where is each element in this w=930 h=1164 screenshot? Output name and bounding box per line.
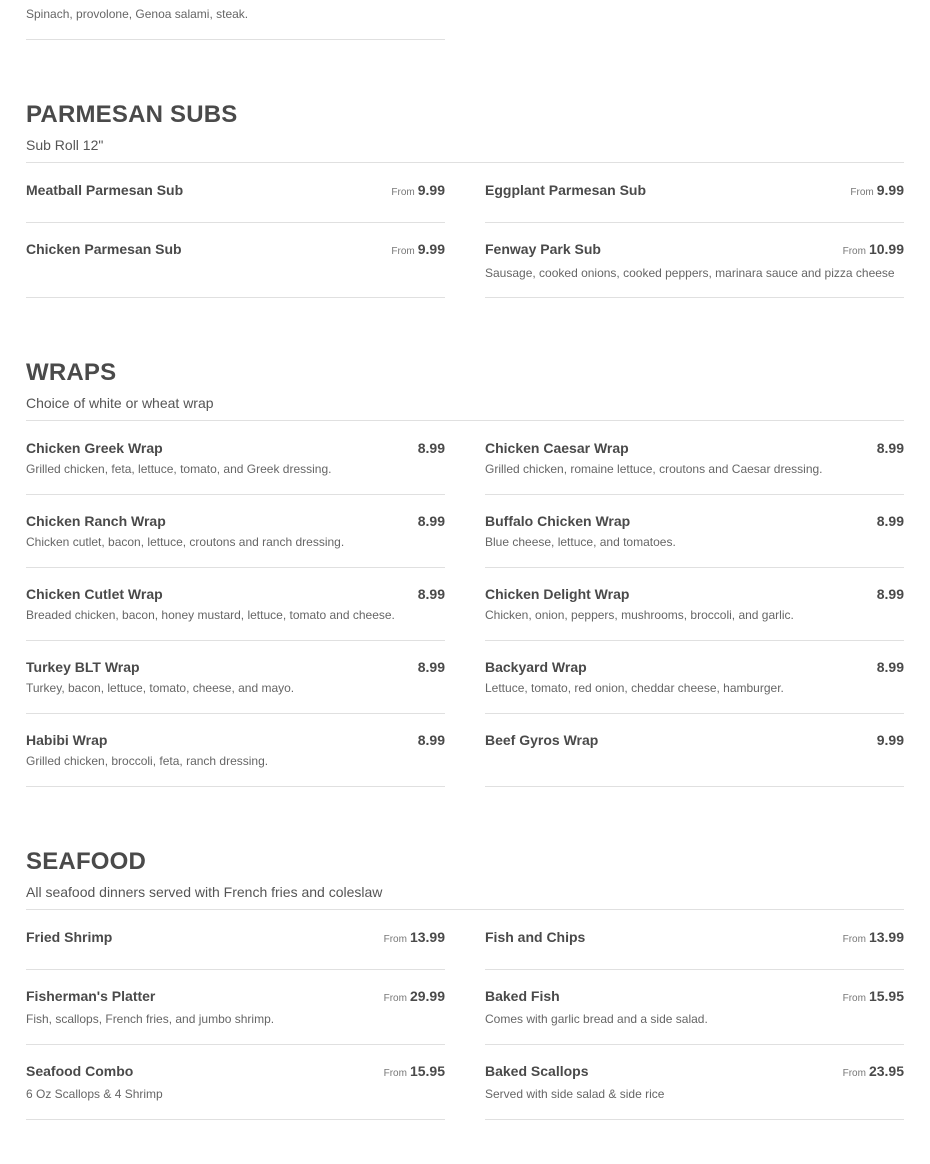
item-name: Fenway Park Sub (485, 241, 601, 257)
item-name: Chicken Parmesan Sub (26, 241, 182, 257)
item-description: Grilled chicken, feta, lettuce, tomato, and Greek dressing. (26, 462, 332, 476)
item-price (391, 182, 445, 198)
menu-item[interactable] (26, 421, 445, 495)
section-title: PARMESAN SUBS (26, 101, 238, 128)
section-parmesan-subs (26, 101, 904, 153)
item-price: 8.99 (876, 659, 904, 675)
section-seafood (26, 848, 904, 900)
price-from-label: From (383, 934, 407, 945)
item-name: Chicken Delight Wrap (485, 586, 630, 602)
menu-item[interactable] (26, 970, 445, 1045)
section-subtitle: Choice of white or wheat wrap (26, 395, 214, 411)
item-description: Sausage, cooked onions, cooked peppers, marinara sauce and pizza cheese (485, 266, 895, 280)
price-value: 13.99 (409, 929, 445, 945)
section-subtitle: Sub Roll 12" (26, 137, 104, 153)
price-from-label: From (383, 993, 407, 1004)
item-price (384, 1063, 445, 1079)
item-name: Habibi Wrap (26, 732, 108, 748)
menu-item-partial[interactable] (26, 0, 445, 40)
item-name: Chicken Caesar Wrap (485, 440, 629, 456)
item-description: Blue cheese, lettuce, and tomatoes. (485, 535, 676, 549)
item-name: Seafood Combo (26, 1063, 134, 1079)
menu-item[interactable] (26, 714, 445, 787)
menu-item[interactable] (485, 1045, 904, 1120)
price-from-label: From (842, 993, 866, 1004)
menu-item[interactable] (485, 714, 904, 787)
menu-item[interactable] (485, 970, 904, 1045)
item-name: Baked Scallops (485, 1063, 589, 1079)
price-from-label: From (383, 1068, 407, 1079)
menu-item[interactable] (26, 163, 445, 223)
menu-item[interactable] (485, 495, 904, 568)
menu-item[interactable] (26, 1045, 445, 1120)
section-title: SEAFOOD (26, 848, 147, 875)
item-price: 8.99 (417, 440, 445, 456)
item-description: Chicken cutlet, bacon, lettuce, croutons and ranch dressing. (26, 535, 345, 549)
menu-item[interactable] (485, 163, 904, 223)
menu-item[interactable] (485, 910, 904, 970)
item-name: Buffalo Chicken Wrap (485, 513, 631, 529)
item-description: 6 Oz Scallops & 4 Shrimp (26, 1087, 163, 1101)
item-price (384, 929, 445, 945)
item-price (843, 241, 904, 257)
item-name: Eggplant Parmesan Sub (485, 182, 647, 198)
menu-item[interactable] (485, 568, 904, 641)
item-description: Breaded chicken, bacon, honey mustard, lettuce, tomato and cheese. (26, 608, 395, 622)
price-from-label: From (391, 246, 415, 257)
menu-item[interactable] (26, 641, 445, 714)
item-price: 8.99 (417, 513, 445, 529)
menu-item[interactable] (26, 223, 445, 298)
item-name: Backyard Wrap (485, 659, 587, 675)
item-price: 8.99 (876, 586, 904, 602)
item-price: 8.99 (417, 732, 445, 748)
item-name: Meatball Parmesan Sub (26, 182, 184, 198)
price-value: 29.99 (409, 988, 445, 1004)
menu-item[interactable] (485, 421, 904, 495)
item-description: Comes with garlic bread and a side salad. (485, 1012, 708, 1026)
item-price (843, 1063, 904, 1079)
item-name: Chicken Ranch Wrap (26, 513, 166, 529)
item-name: Chicken Greek Wrap (26, 440, 163, 456)
price-from-label: From (391, 187, 415, 198)
item-price (850, 182, 904, 198)
menu-item[interactable] (485, 223, 904, 298)
menu-item[interactable] (485, 641, 904, 714)
item-name: Baked Fish (485, 988, 560, 1004)
item-description: Spinach, provolone, Genoa salami, steak. (26, 7, 249, 21)
menu-item[interactable] (26, 495, 445, 568)
item-price (843, 929, 904, 945)
item-name: Turkey BLT Wrap (26, 659, 140, 675)
item-price: 8.99 (876, 513, 904, 529)
menu-item[interactable] (26, 568, 445, 641)
item-name: Fried Shrimp (26, 929, 113, 945)
item-price: 8.99 (417, 586, 445, 602)
item-description: Turkey, bacon, lettuce, tomato, cheese, and mayo. (26, 681, 295, 695)
item-name: Beef Gyros Wrap (485, 732, 599, 748)
price-value: 10.99 (868, 241, 904, 257)
price-value: 23.95 (868, 1063, 904, 1079)
price-value: 9.99 (417, 182, 445, 198)
item-description: Lettuce, tomato, red onion, cheddar cheese, hamburger. (485, 681, 784, 695)
price-value: 13.99 (868, 929, 904, 945)
item-description: Grilled chicken, romaine lettuce, croutons and Caesar dressing. (485, 462, 823, 476)
item-description: Served with side salad & side rice (485, 1087, 665, 1101)
item-price (384, 988, 445, 1004)
item-price: 8.99 (876, 440, 904, 456)
item-price: 8.99 (417, 659, 445, 675)
item-name: Chicken Cutlet Wrap (26, 586, 163, 602)
section-title: WRAPS (26, 359, 117, 386)
price-from-label: From (842, 934, 866, 945)
price-value: 9.99 (876, 182, 904, 198)
menu-item[interactable] (26, 910, 445, 970)
price-value: 9.99 (417, 241, 445, 257)
item-price: 9.99 (876, 732, 904, 748)
item-description: Grilled chicken, broccoli, feta, ranch dressing. (26, 754, 269, 768)
item-price (391, 241, 445, 257)
price-from-label: From (850, 187, 874, 198)
item-description: Chicken, onion, peppers, mushrooms, broccoli, and garlic. (485, 608, 794, 622)
price-value: 15.95 (868, 988, 904, 1004)
price-from-label: From (842, 246, 866, 257)
item-description: Fish, scallops, French fries, and jumbo shrimp. (26, 1012, 275, 1026)
price-value: 15.95 (409, 1063, 445, 1079)
section-subtitle: All seafood dinners served with French fries and coleslaw (26, 884, 383, 900)
item-name: Fish and Chips (485, 929, 586, 945)
item-price (843, 988, 904, 1004)
price-from-label: From (842, 1068, 866, 1079)
item-name: Fisherman's Platter (26, 988, 156, 1004)
section-wraps (26, 359, 904, 411)
